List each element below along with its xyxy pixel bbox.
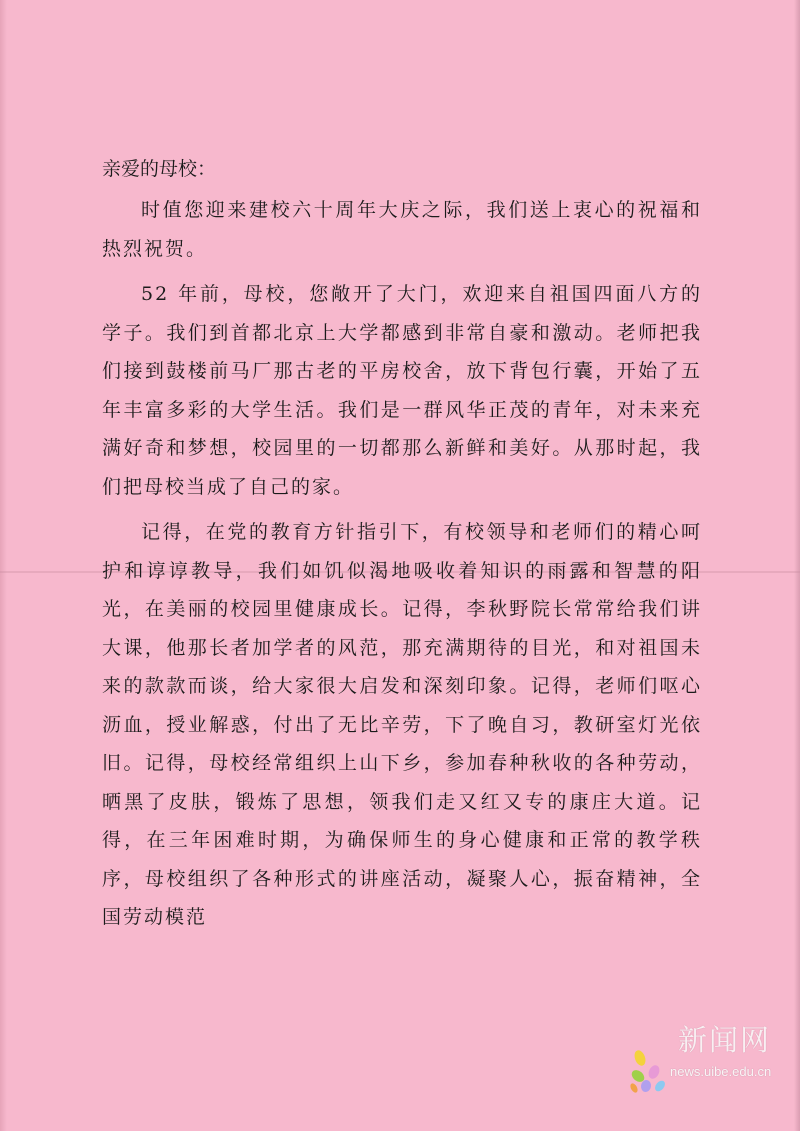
watermark-url: news.uibe.edu.cn <box>670 1064 772 1079</box>
petal-orange <box>630 1082 639 1094</box>
letter-salutation: 亲爱的母校： <box>102 158 217 180</box>
paragraph-greeting: 时值您迎来建校六十周年大庆之际，我们送上衷心的祝福和热烈祝贺。 <box>102 199 702 260</box>
petal-yellow <box>633 1049 648 1067</box>
watermark-title: 新闻网 <box>678 1023 772 1057</box>
scan-edge-right <box>794 0 800 1131</box>
paragraph-memories: 记得，在党的教育方针指引下，有校领导和老师们的精心呵护和谆谆教导，我们如饥似渴地吸收着知识的雨露和智慧的阳光，在美丽的校园里健康成长。记得，李秋野院长常常给我们讲大课，他那长者加学者的风范，那充满期待的目光，和对祖国未来的款款而谈，给大家很大启发和深刻印象。记得，老师们呕心沥血，授业解惑，付出了无比辛劳，下了晚自习，教研室灯光依旧。记得，母校经常组织上山下乡，参加春种秋收的各种劳动，晒黑了皮肤，锻炼了思想，领我们走又红又专的康庄大道。记得，在三年困难时期，为确保师生的身心健康和正常的教学秩序，母校组织了各种形式的讲座活动，凝聚人心，振奋精神，全国劳动模范 <box>102 521 702 928</box>
petal-blue <box>653 1079 667 1093</box>
letter-body <box>102 148 702 944</box>
paragraph-arrival: 52 年前，母校，您敞开了大门，欢迎来自祖国四面八方的学子。我们到首都北京上大学都感到非常自豪和激动。老师把我们接到鼓楼前马厂那古老的平房校舍，放下背包行囊，开始了五年丰富多彩的大学生活。我们是一群风华正茂的青年，对未来充满好奇和梦想，校园里的一切都那么新鲜和美好。从那时起，我们把母校当成了自己的家。 <box>102 283 702 498</box>
news-site-watermark <box>630 1018 790 1098</box>
scan-edge-left <box>0 0 7 1131</box>
flower-petals-icon <box>630 1046 670 1094</box>
petal-pink <box>647 1064 662 1081</box>
